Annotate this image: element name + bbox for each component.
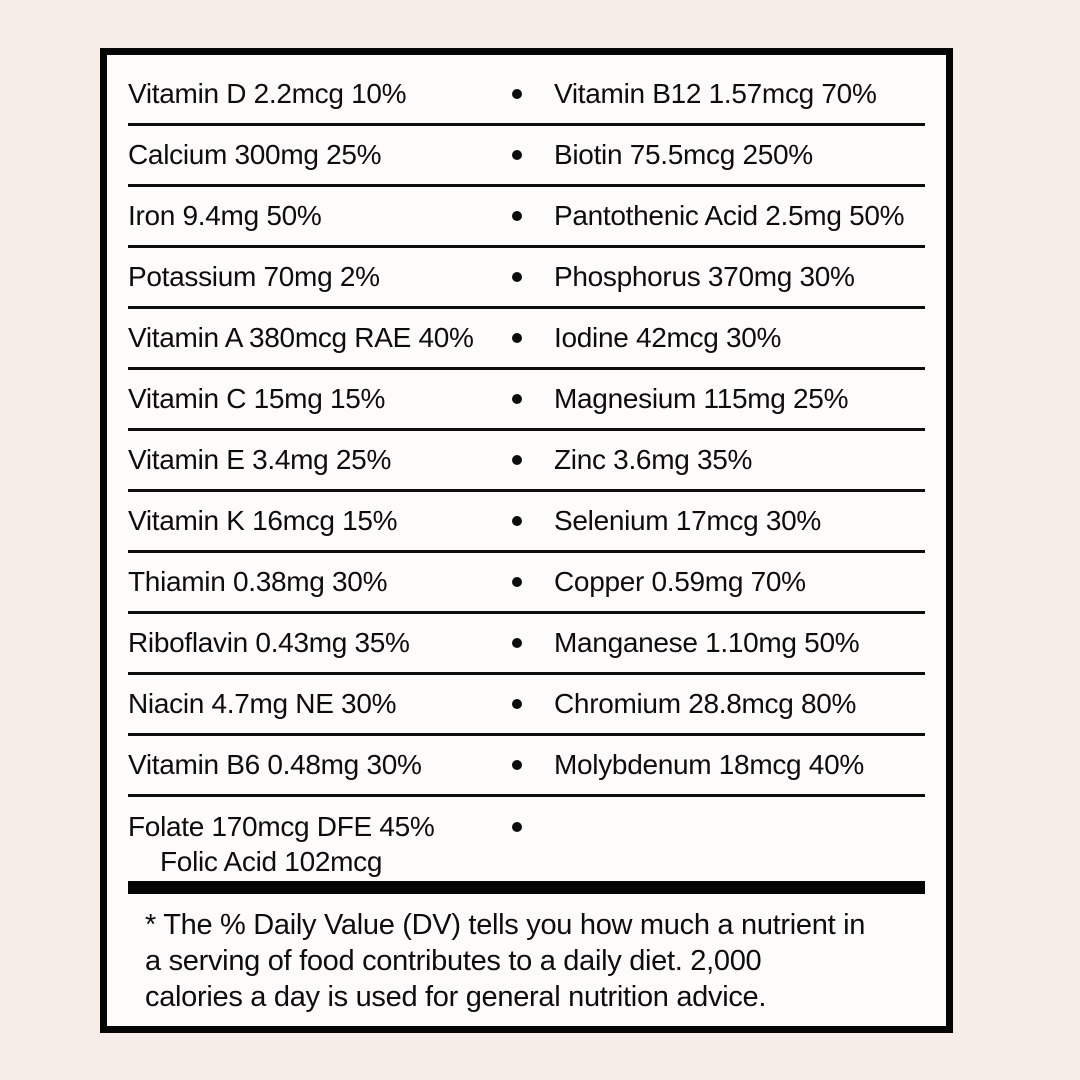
nutrient-row: [128, 492, 925, 553]
folic-acid-line: Folic Acid 102mcg: [160, 846, 383, 877]
bullet-icon: [508, 394, 526, 404]
bullet-icon: [508, 211, 526, 221]
bullet-icon: [508, 809, 526, 844]
nutrient-row: [128, 65, 925, 126]
nutrient-left-value: Potassium 70mg 2%: [128, 261, 380, 292]
nutrient-row: [128, 736, 925, 797]
footnote-line: * The % Daily Value (DV) tells you how much a nutrient in: [145, 909, 866, 941]
nutrient-row: [128, 614, 925, 675]
nutrient-right-value: Magnesium 115mg 25%: [554, 383, 849, 414]
nutrient-left-value: Calcium 300mg 25%: [128, 139, 382, 170]
nutrient-right-value: Iodine 42mcg 30%: [554, 322, 782, 353]
nutrient-row: [128, 187, 925, 248]
nutrient-left-value: Thiamin 0.38mg 30%: [128, 566, 388, 597]
nutrient-left-value: Vitamin A 380mcg RAE 40%: [128, 322, 474, 353]
nutrient-right-value: Selenium 17mcg 30%: [554, 505, 821, 536]
folate-line: Folate 170mcg DFE 45%: [128, 811, 435, 842]
nutrient-left-value: Riboflavin 0.43mg 35%: [128, 627, 410, 658]
nutrient-right-value: Copper 0.59mg 70%: [554, 566, 806, 597]
nutrition-facts-panel: [100, 48, 953, 1033]
nutrient-row: [128, 248, 925, 309]
bullet-icon: [508, 699, 526, 709]
folate-values: [128, 809, 508, 879]
nutrient-right-value: Biotin 75.5mcg 250%: [554, 139, 813, 170]
nutrient-list: [107, 55, 946, 1015]
nutrient-row: [128, 431, 925, 492]
bullet-icon: [508, 577, 526, 587]
footnote-line: a serving of food contributes to a daily diet. 2,000: [145, 945, 762, 977]
nutrient-row: [128, 370, 925, 431]
bullet-icon: [508, 333, 526, 343]
nutrient-right-value: Pantothenic Acid 2.5mg 50%: [554, 200, 905, 231]
nutrient-right-value: Vitamin B12 1.57mcg 70%: [554, 78, 877, 109]
bullet-icon: [508, 272, 526, 282]
nutrient-left-value: Vitamin B6 0.48mg 30%: [128, 749, 422, 780]
bullet-icon: [508, 638, 526, 648]
daily-value-footnote: [128, 894, 925, 1015]
nutrient-left-value: Iron 9.4mg 50%: [128, 200, 322, 231]
nutrient-row: [128, 553, 925, 614]
footnote-divider-bar: [128, 881, 925, 894]
nutrient-row: [128, 126, 925, 187]
nutrient-row: [128, 309, 925, 370]
nutrient-left-value: Niacin 4.7mg NE 30%: [128, 688, 397, 719]
nutrient-row-folate: [128, 797, 925, 881]
nutrient-right-value: Manganese 1.10mg 50%: [554, 627, 860, 658]
nutrient-right-value: Phosphorus 370mg 30%: [554, 261, 855, 292]
bullet-icon: [508, 516, 526, 526]
nutrient-right-value: Zinc 3.6mg 35%: [554, 444, 753, 475]
nutrient-left-value: Vitamin C 15mg 15%: [128, 383, 386, 414]
bullet-icon: [508, 455, 526, 465]
nutrient-right-value: Molybdenum 18mcg 40%: [554, 749, 864, 780]
nutrient-row: [128, 675, 925, 736]
bullet-icon: [508, 89, 526, 99]
nutrient-left-value: Vitamin D 2.2mcg 10%: [128, 78, 407, 109]
nutrient-right-value: Chromium 28.8mcg 80%: [554, 688, 857, 719]
bullet-icon: [508, 150, 526, 160]
bullet-icon: [508, 760, 526, 770]
nutrient-left-value: Vitamin K 16mcg 15%: [128, 505, 398, 536]
nutrient-left-value: Vitamin E 3.4mg 25%: [128, 444, 392, 475]
footnote-line: calories a day is used for general nutrition advice.: [145, 981, 767, 1013]
